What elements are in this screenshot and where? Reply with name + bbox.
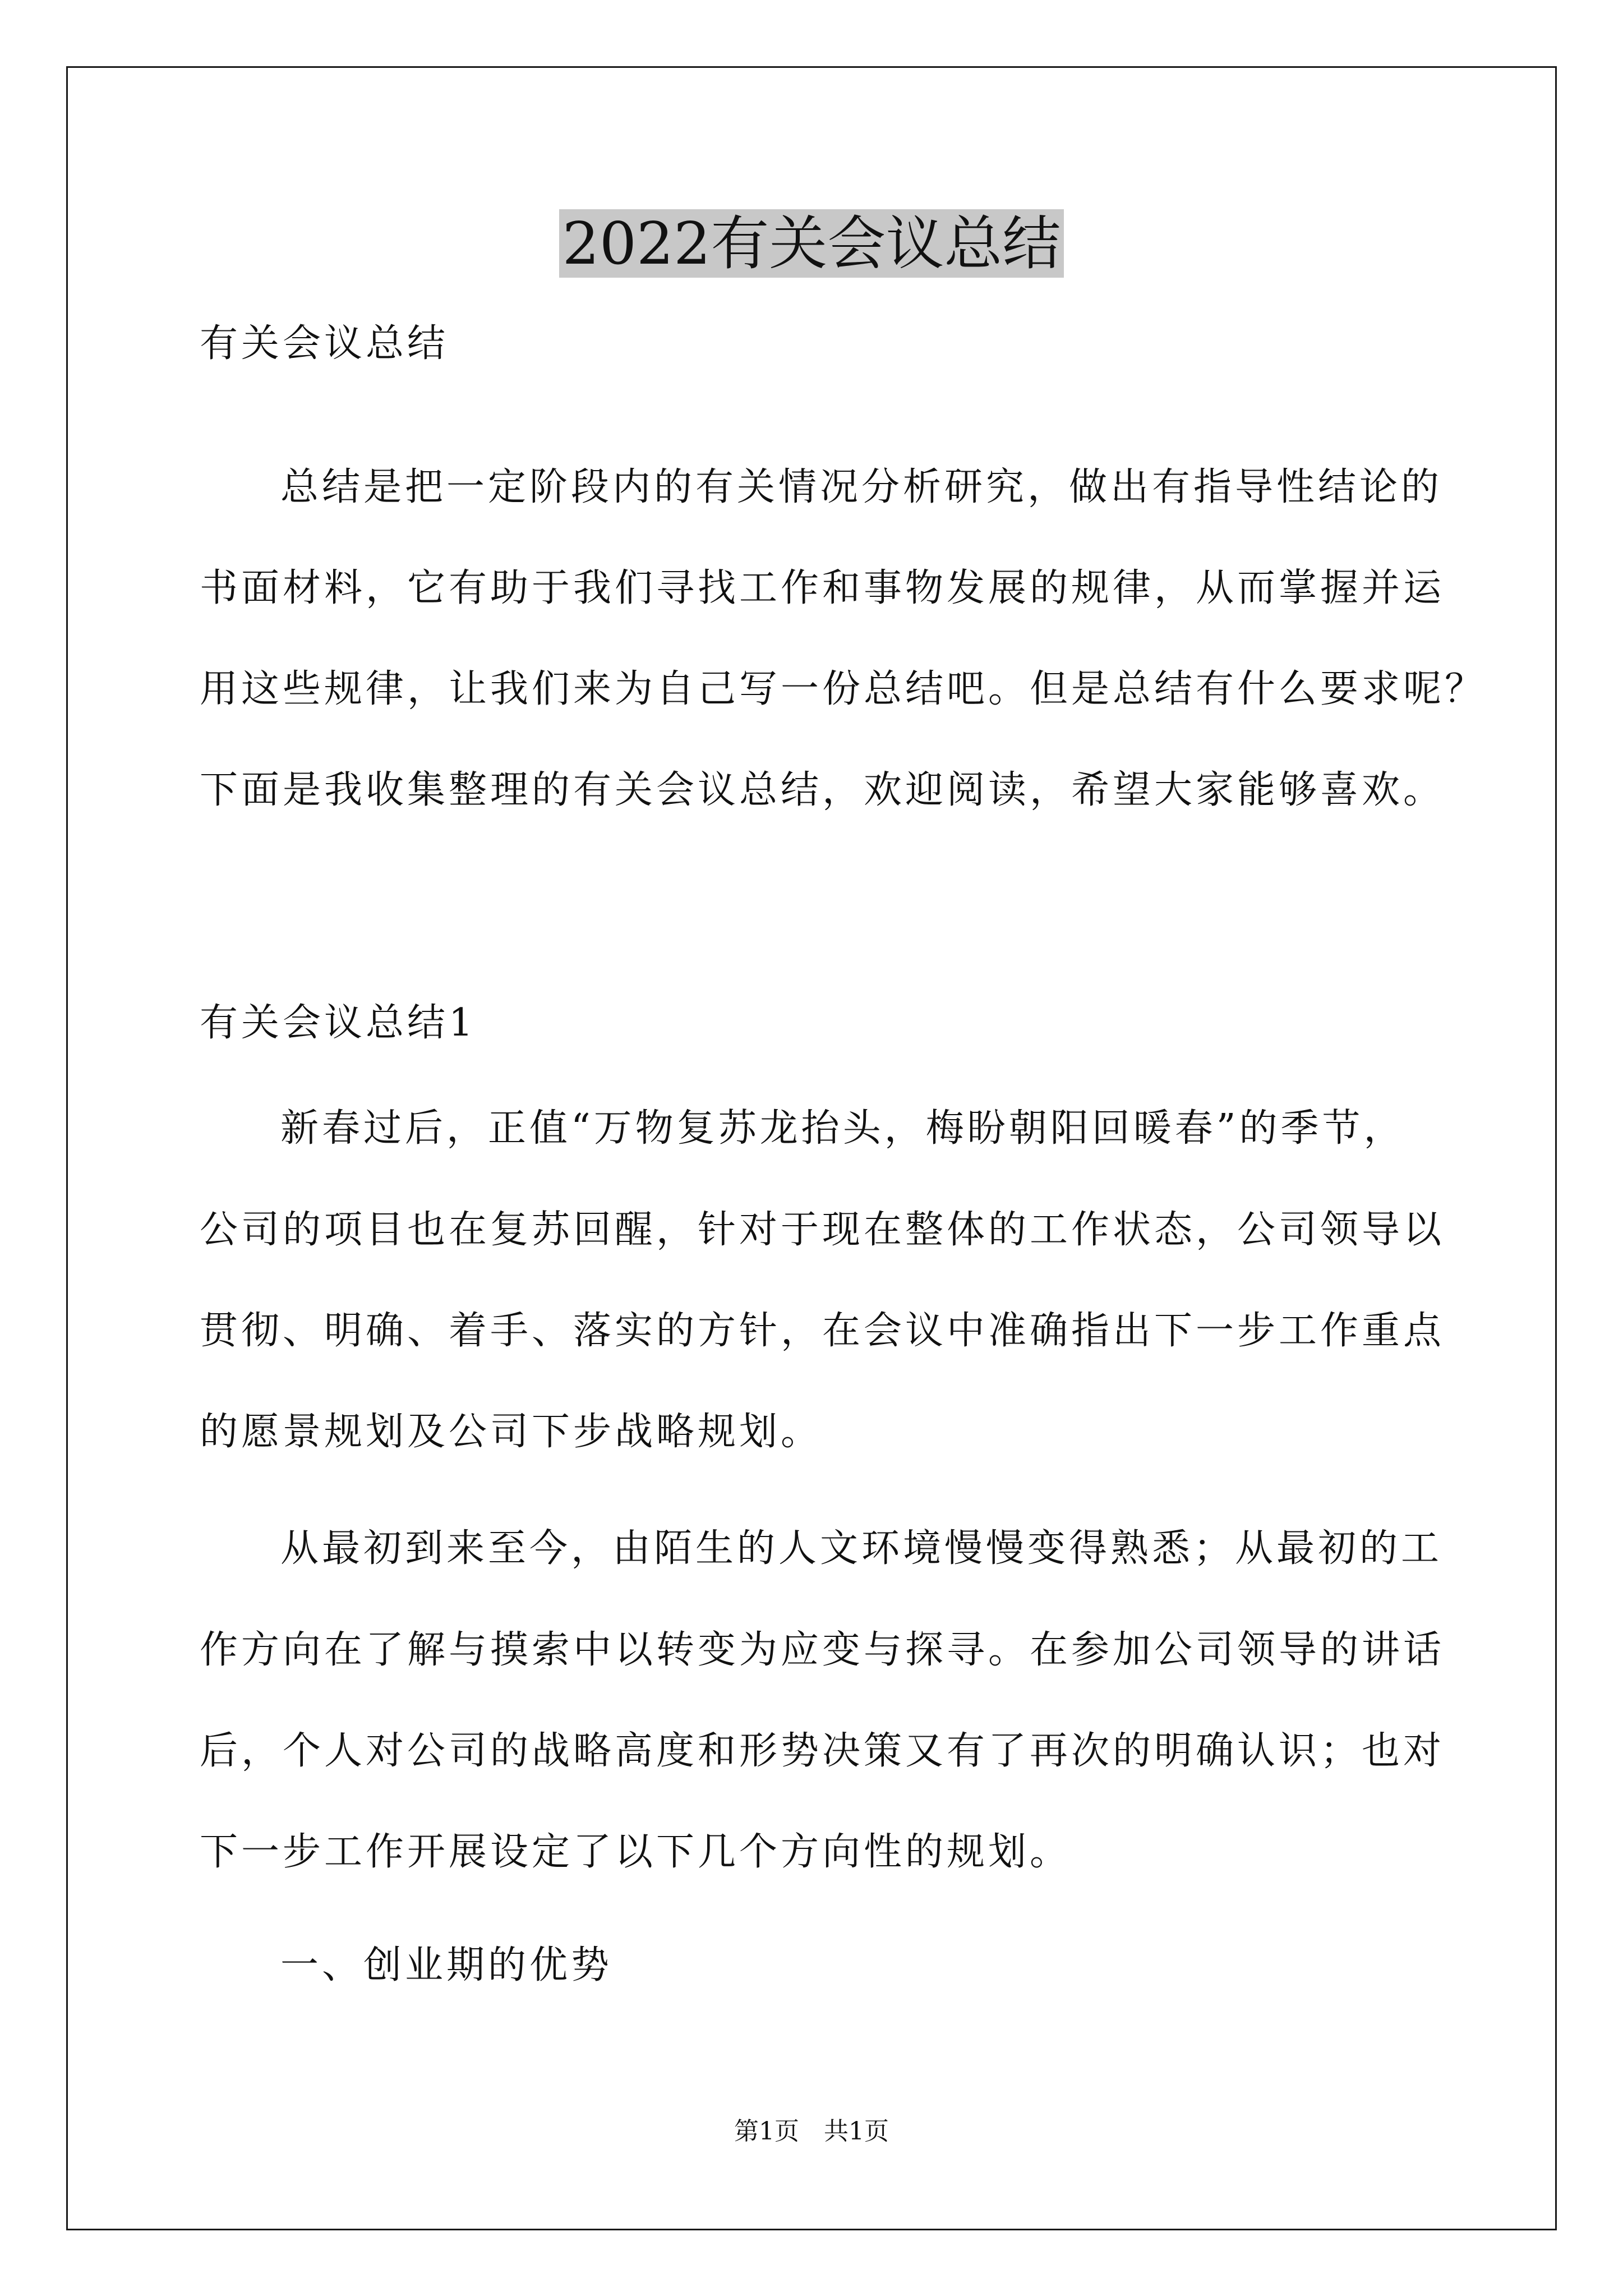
paragraph-line: 作方向在了解与摸索中以转变为应变与探寻。在参加公司领导的讲话 (200, 1628, 1445, 1672)
title-text: 2022有关会议总结 (559, 209, 1064, 278)
paragraph-line: 公司的项目也在复苏回醒，针对于现在整体的工作状态，公司领导以 (200, 1208, 1445, 1252)
paragraph-line: 书面材料，它有助于我们寻找工作和事物发展的规律，从而掌握并运 (200, 566, 1445, 610)
paragraph-line: 总结是把一定阶段内的有关情况分析研究，做出有指导性结论的 (280, 465, 1443, 509)
paragraph-line: 贯彻、明确、着手、落实的方针，在会议中准确指出下一步工作重点 (200, 1309, 1445, 1353)
paragraph-line: 下一步工作开展设定了以下几个方向性的规划。 (200, 1830, 1072, 1874)
document-title (0, 204, 1623, 283)
paragraph-line: 从最初到来至今，由陌生的人文环境慢慢变得熟悉；从最初的工 (280, 1526, 1443, 1571)
paragraph-line: 下面是我收集整理的有关会议总结，欢迎阅读，希望大家能够喜欢。 (200, 768, 1445, 812)
paragraph-line: 新春过后，正值“万物复苏龙抬头，梅盼朝阳回暖春”的季节， (280, 1106, 1405, 1151)
paragraph-line: 后，个人对公司的战略高度和形势决策又有了再次的明确认识；也对 (200, 1729, 1445, 1773)
paragraph-line: 用这些规律，让我们来为自己写一份总结吧。但是总结有什么要求呢？ (200, 667, 1487, 711)
section-heading: 有关会议总结1 (200, 1001, 477, 1045)
list-heading: 一、创业期的优势 (280, 1943, 613, 1987)
section-heading: 有关会议总结 (200, 321, 449, 366)
paragraph-line: 的愿景规划及公司下步战略规划。 (200, 1410, 823, 1454)
page-number: 第1页 共1页 (734, 2117, 889, 2146)
